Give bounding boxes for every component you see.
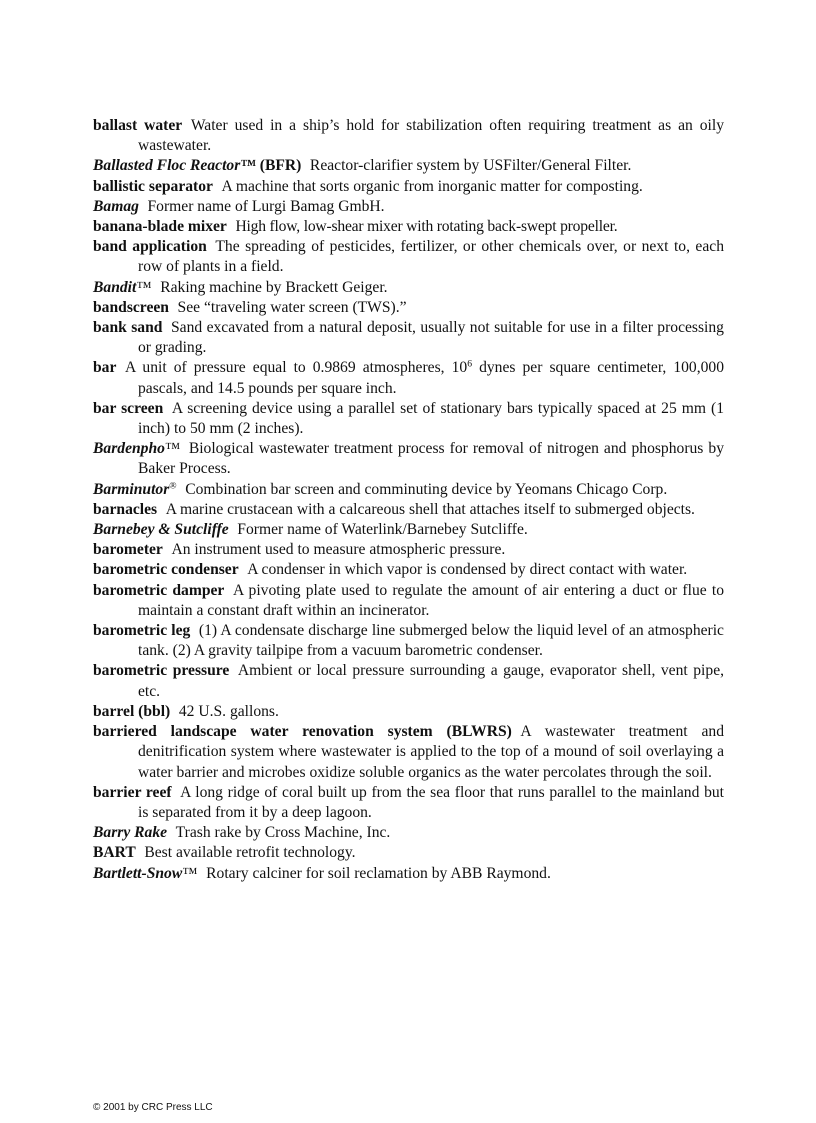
entry-bart bbox=[93, 843, 724, 863]
entry-barometric-leg bbox=[93, 621, 724, 661]
definition: Trash rake by Cross Machine, Inc. bbox=[175, 824, 391, 842]
term: Bardenpho bbox=[93, 440, 165, 458]
definition: Ambient or local pressure surrounding a gauge, evaporator shell, vent pipe, etc. bbox=[138, 662, 725, 700]
term: barometer bbox=[93, 541, 163, 559]
entry-blwrs bbox=[93, 722, 724, 783]
term: band application bbox=[93, 238, 207, 256]
entry-bar-screen bbox=[93, 399, 724, 439]
term: barometric condenser bbox=[93, 561, 239, 579]
term: Bartlett-Snow bbox=[93, 864, 183, 882]
entry-bardenpho bbox=[93, 439, 724, 479]
entry-band-application bbox=[93, 237, 724, 277]
entry-bandscreen bbox=[93, 298, 724, 318]
entry-barrier-reef bbox=[93, 783, 724, 823]
definition: Biological wastewater treatment process for removal of nitrogen and phosphorus by Baker Process. bbox=[138, 440, 724, 478]
term: barrel (bbl) bbox=[93, 702, 171, 720]
entry-bank-sand bbox=[93, 318, 724, 358]
definition: Rotary calciner for soil reclamation by ABB Raymond. bbox=[206, 864, 551, 882]
entry-bar bbox=[93, 358, 724, 398]
registered-mark: ® bbox=[169, 480, 177, 492]
term: BART bbox=[93, 844, 136, 862]
definition: Best available retrofit technology. bbox=[144, 844, 356, 862]
definition: A condenser in which vapor is condensed by direct contact with water. bbox=[247, 561, 688, 579]
definition: The spreading of pesticides, fertilizer, or other chemicals over, or next to, each row of plants in a field. bbox=[138, 238, 724, 276]
definition: A wastewater treatment and denitrification system where wastewater is applied to the top of a mound of soil overlaying a water barrier and microbes oxidize soluble organics as the water percolates through the soil. bbox=[138, 723, 724, 781]
definition: A long ridge of coral built up from the sea floor that runs parallel to the mainland but is separated from it by a deep lagoon. bbox=[138, 783, 725, 821]
definition: A screening device using a parallel set of stationary bars typically spaced at 25 mm (1 inch) to 50 mm (2 inches). bbox=[138, 399, 724, 438]
definition: A pivoting plate used to regulate the amount of air entering a duct or flue to maintain a constant draft within an incinerator. bbox=[138, 581, 724, 619]
definition: An instrument used to measure atmospheric pressure. bbox=[171, 541, 506, 559]
definition: (1) A condensate discharge line submerged below the liquid level of an atmospheric tank. (2) A gravity tailpipe from a vacuum barometric condenser. bbox=[138, 622, 724, 660]
term: bandscreen bbox=[93, 298, 169, 316]
term: bar screen bbox=[93, 399, 164, 417]
entry-banana-blade-mixer bbox=[93, 217, 724, 237]
definition: Reactor-clarifier system by USFilter/General Filter. bbox=[309, 157, 632, 175]
entry-ballasted-floc-reactor bbox=[93, 156, 724, 176]
definition: See “traveling water screen (TWS).” bbox=[177, 298, 407, 316]
exponent: 6 bbox=[467, 359, 473, 371]
trademark-mark: ™ bbox=[182, 864, 198, 882]
definition: A marine crustacean with a calcareous shell that attaches itself to submerged objects. bbox=[165, 500, 695, 518]
term-abbreviation: (BFR) bbox=[259, 157, 302, 175]
term: bank sand bbox=[93, 319, 163, 337]
entry-barnacles bbox=[93, 500, 724, 520]
definition: Former name of Lurgi Bamag GmbH. bbox=[147, 197, 385, 215]
definition: dynes per square centimeter, 100,000 pascals, and 14.5 pounds per square inch. bbox=[138, 359, 725, 397]
copyright-footer: © 2001 by CRC Press LLC bbox=[93, 1102, 213, 1113]
term: barometric pressure bbox=[93, 662, 230, 680]
entry-ballistic-separator bbox=[93, 177, 724, 197]
entry-barnebey-sutcliffe bbox=[93, 520, 724, 540]
entry-barminutor bbox=[93, 480, 724, 500]
definition: A machine that sorts organic from inorganic matter for composting. bbox=[221, 177, 643, 195]
entry-barometric-condenser bbox=[93, 560, 724, 580]
term: ballistic separator bbox=[93, 177, 213, 195]
term: barnacles bbox=[93, 500, 158, 518]
trademark-mark: ™ bbox=[164, 440, 181, 458]
entry-barrel bbox=[93, 702, 724, 722]
definition-lead: A unit of pressure equal to 0.9869 atmospheres, 10 bbox=[124, 359, 468, 377]
entry-bandit bbox=[93, 278, 724, 298]
definition: 42 U.S. gallons. bbox=[178, 702, 279, 720]
entry-bamag bbox=[93, 197, 724, 217]
definition: Combination bar screen and comminuting device by Yeomans Chicago Corp. bbox=[185, 480, 668, 498]
definition: Water used in a ship’s hold for stabilization often requiring treatment as an oily wastewater. bbox=[138, 117, 725, 155]
entry-bartlett-snow bbox=[93, 864, 724, 884]
term: barometric damper bbox=[93, 581, 225, 599]
term: Ballasted Floc Reactor™ bbox=[93, 157, 256, 175]
entry-barry-rake bbox=[93, 823, 724, 843]
definition: High flow, low-shear mixer with rotating back-swept propeller. bbox=[235, 218, 618, 236]
term: barrier reef bbox=[93, 783, 172, 801]
term: Barry Rake bbox=[93, 824, 168, 842]
glossary-page bbox=[93, 116, 724, 884]
term: Bamag bbox=[93, 197, 139, 215]
entry-barometer bbox=[93, 540, 724, 560]
definition: Raking machine by Brackett Geiger. bbox=[160, 278, 388, 296]
term: banana-blade mixer bbox=[93, 218, 227, 236]
term: Barnebey & Sutcliffe bbox=[93, 521, 229, 539]
entry-barometric-damper bbox=[93, 581, 724, 621]
definition: Sand excavated from a natural deposit, usually not suitable for use in a filter processing or grading. bbox=[138, 319, 724, 357]
entry-ballast-water bbox=[93, 116, 724, 156]
term: Barminutor bbox=[93, 480, 170, 498]
term: ballast water bbox=[93, 117, 183, 134]
term: barriered landscape water renovation system (BLWRS) bbox=[93, 723, 512, 741]
term: Bandit bbox=[93, 278, 137, 296]
definition: Former name of Waterlink/Barnebey Sutcliffe. bbox=[237, 521, 528, 539]
term: bar bbox=[93, 359, 117, 377]
term: barometric leg bbox=[93, 622, 191, 640]
trademark-mark: ™ bbox=[136, 278, 152, 296]
entry-barometric-pressure bbox=[93, 661, 724, 701]
